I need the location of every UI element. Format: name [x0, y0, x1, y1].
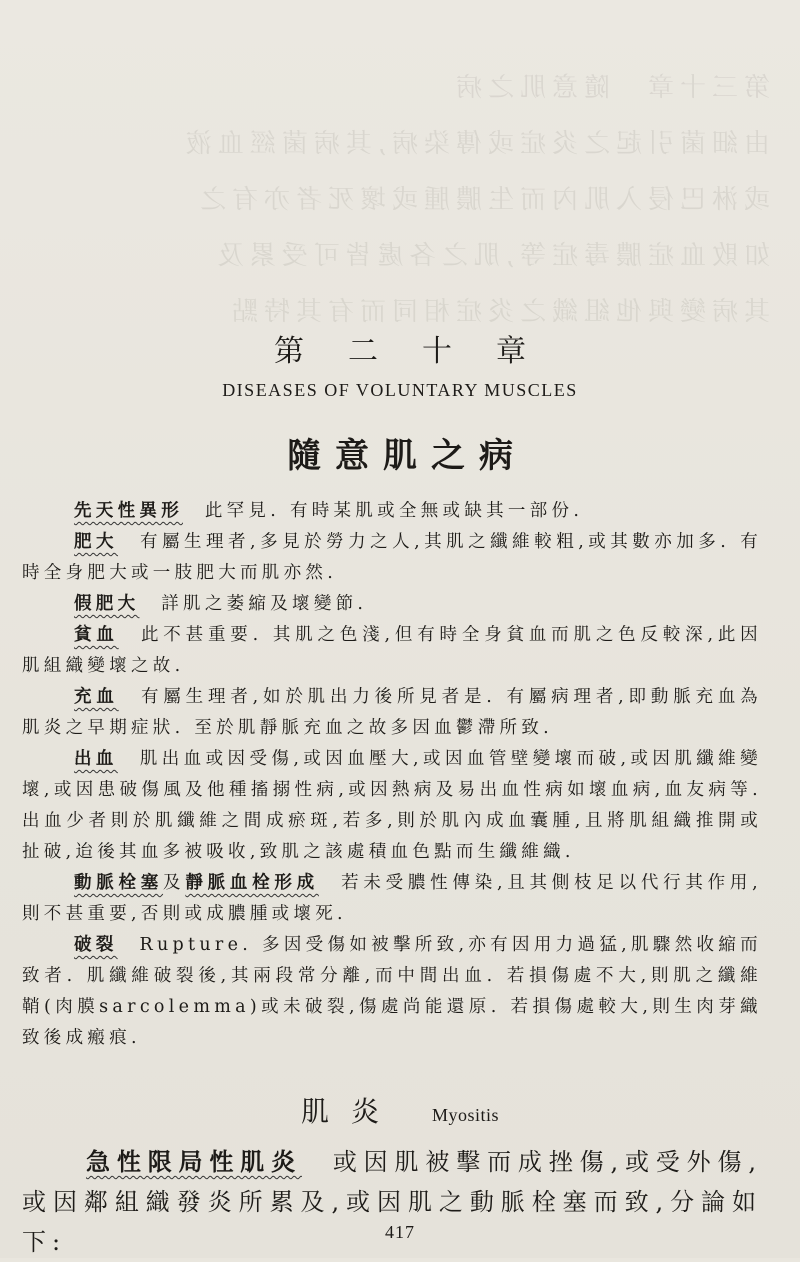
paragraph-text: Rupture. 多因受傷如被擊所致,亦有因用力過猛,肌驟然收縮而致者. 肌纖維破裂後,其兩段常分離,而中間出血. 若損傷處不大,則肌之纖維鞘(肉膜sarcolemma)或未破裂,傷處尚能還原. 若損傷處較大,則生肉芽織致後成瘢痕. [22, 935, 762, 1048]
paragraph-hypertrophy [22, 527, 762, 589]
paragraph-pseudohypertrophy [22, 589, 762, 620]
subheading [0, 1090, 800, 1130]
page-number: 417 [385, 1222, 415, 1242]
term: 充血 [74, 687, 119, 707]
term: 先天性異形 [74, 501, 183, 521]
paragraph-text: 詳肌之萎縮及壞變節. [161, 594, 368, 614]
term: 肥大 [74, 532, 119, 552]
paragraph-anemia [22, 620, 762, 682]
term-join: 及 [163, 873, 186, 893]
paragraph-acute-myositis [22, 1142, 762, 1262]
paragraph-text: 有屬生理者,如於肌出力後所見者是. 有屬病理者,即動脈充血為肌炎之早期症狀. 至於肌靜脈充血之故多因血鬱滯所致. [22, 687, 762, 738]
paragraph-text: 或因肌被擊而成挫傷,或受外傷,或因鄰組織發炎所累及,或因肌之動脈栓塞而致,分論如下: [22, 1148, 763, 1256]
term: 動脈栓塞 [74, 873, 164, 893]
bleed-through-text: 第三十章 隨意肌之病 由細菌引起之炎症或傳染病,其病菌經血液 或淋巴侵入肌內而生膿腫或壞死者亦有之 如敗血症膿毒症等,肌之各處皆可受累及 其病變與他組織之炎症相同而有其特點 [179, 73, 770, 327]
paragraph-text: 此不甚重要. 其肌之色淺,但有時全身貧血而肌之色反較深,此因肌組織變壞之故. [22, 625, 762, 676]
chapter-heading: 第二十章 [274, 334, 570, 369]
myositis-text [22, 1142, 762, 1262]
term: 急性限局性肌炎 [86, 1147, 302, 1176]
paragraph-rupture [22, 930, 762, 1054]
term: 貧血 [74, 625, 119, 645]
paragraph-text: 若未受膿性傳染,且其側枝足以代行其作用,則不甚重要,否則或成膿腫或壞死. [22, 873, 762, 924]
paragraph-text: 此罕見. 有時某肌或全無或缺其一部份. [204, 501, 584, 521]
paragraph-embolism [22, 868, 762, 930]
main-text [22, 496, 762, 1054]
term: 靜脈血栓形成 [185, 873, 319, 893]
paragraph-hemorrhage [22, 744, 762, 868]
paragraph-hyperemia [22, 682, 762, 744]
paragraph-text: 肌出血或因受傷,或因血壓大,或因血管壁變壞而破,或因肌纖維變壞,或因患破傷風及他種搐搦性病,或因熱病及易出血性病如壞血病,血友病等. 出血少者則於肌纖維之間成瘀斑,若多,則於肌內成血囊腫,且將肌組織推開或扯破,迨後其血多被吸收,致肌之該處積血色點而生纖維織. [22, 749, 762, 862]
term: 假肥大 [74, 594, 140, 614]
term: 出血 [74, 749, 118, 769]
chinese-title: 隨意肌之病 [287, 436, 527, 476]
paragraph-congenital [22, 496, 762, 527]
english-title: DISEASES OF VOLUNTARY MUSCLES [222, 380, 578, 400]
subheading-english: Myositis [431, 1105, 499, 1125]
subheading-chinese: 肌炎 [301, 1095, 402, 1128]
term: 破裂 [74, 935, 118, 955]
paragraph-text: 有屬生理者,多見於勞力之人,其肌之纖維較粗,或其數亦加多. 有時全身肥大或一肢肥大而肌亦然. [22, 532, 762, 583]
